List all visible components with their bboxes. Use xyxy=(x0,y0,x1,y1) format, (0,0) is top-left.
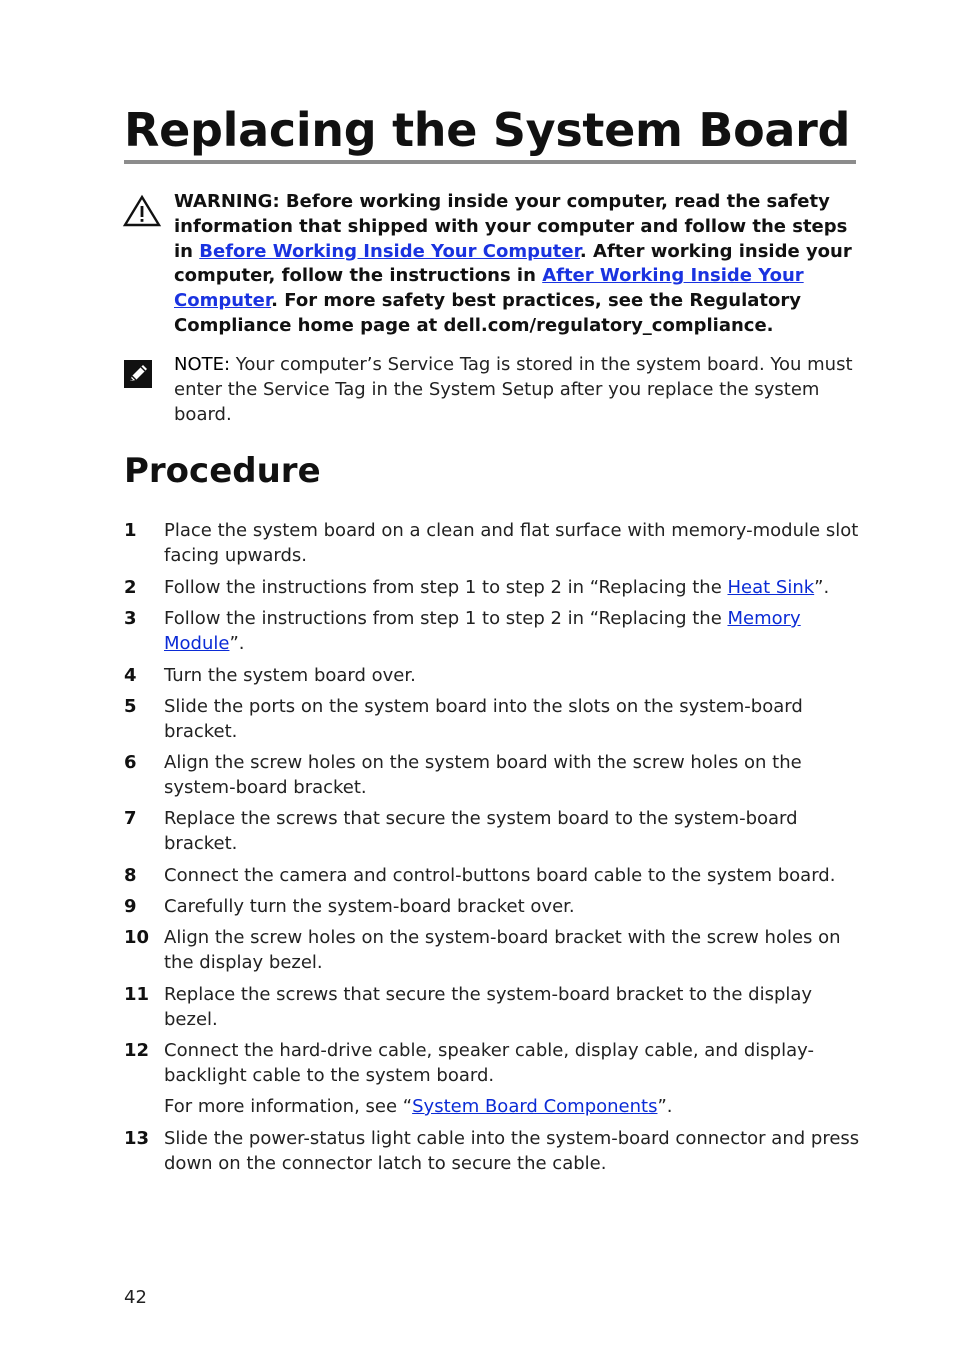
step-text: Follow the instructions from step 1 to step 2 in “Replacing the xyxy=(164,608,728,629)
step-extra-info xyxy=(164,1094,864,1119)
procedure-steps xyxy=(124,518,864,1176)
note-text: Your computer’s Service Tag is stored in the system board. You must enter the Service Tag in the System Setup after you replace the system board. xyxy=(174,354,853,425)
warning-triangle-icon xyxy=(122,194,162,228)
step-text: Slide the power-status light cable into the system-board connector and press down on the connector latch to secure the cable. xyxy=(164,1128,860,1174)
step-item xyxy=(124,982,864,1032)
heat-sink-link[interactable]: Heat Sink xyxy=(727,577,815,598)
step-number: 7 xyxy=(124,808,137,829)
procedure-heading: Procedure xyxy=(124,451,321,491)
title-underline xyxy=(124,160,856,164)
step-item xyxy=(124,863,864,888)
step-text-end: ”. xyxy=(814,577,830,598)
step-number: 2 xyxy=(124,577,137,598)
step-number: 6 xyxy=(124,752,137,773)
step-text: Replace the screws that secure the system board to the system-board bracket. xyxy=(164,808,798,854)
warning-block xyxy=(174,190,864,339)
page-number: 42 xyxy=(124,1287,147,1308)
step-text: Turn the system board over. xyxy=(164,665,416,686)
step-number: 10 xyxy=(124,927,150,948)
note-block xyxy=(174,352,854,427)
step-item xyxy=(124,518,864,568)
step-number: 12 xyxy=(124,1040,150,1061)
warning-text-3: . For more safety best practices, see the Regulatory Compliance home page at dell.com/regulatory_compliance. xyxy=(174,290,801,336)
extra-text: For more information, see “ xyxy=(164,1096,413,1117)
before-working-link[interactable]: Before Working Inside Your Computer xyxy=(199,240,580,262)
step-item xyxy=(124,750,864,800)
step-text: Carefully turn the system-board bracket over. xyxy=(164,896,575,917)
page-title: Replacing the System Board xyxy=(124,103,851,157)
step-item xyxy=(124,606,864,656)
step-text: Align the screw holes on the system-board bracket with the screw holes on the display bezel. xyxy=(164,927,841,973)
step-item xyxy=(124,663,864,688)
step-text: Follow the instructions from step 1 to step 2 in “Replacing the xyxy=(164,577,728,598)
step-item xyxy=(124,806,864,856)
step-text: Replace the screws that secure the system-board bracket to the display bezel. xyxy=(164,984,813,1030)
step-text: Connect the camera and control-buttons board cable to the system board. xyxy=(164,865,836,886)
step-text: Connect the hard-drive cable, speaker cable, display cable, and display-backlight cable to the system board. xyxy=(164,1040,814,1086)
step-text: Slide the ports on the system board into the slots on the system-board bracket. xyxy=(164,696,803,742)
extra-text-end: ”. xyxy=(657,1096,673,1117)
step-item xyxy=(124,575,864,600)
step-number: 8 xyxy=(124,865,137,886)
step-item xyxy=(124,894,864,919)
note-pencil-icon xyxy=(124,360,152,388)
step-number: 9 xyxy=(124,896,137,917)
memory-module-link[interactable]: Memory Module xyxy=(164,608,801,654)
step-text: Place the system board on a clean and flat surface with memory-module slot facing upwards. xyxy=(164,520,859,566)
step-item xyxy=(124,1038,864,1119)
after-working-link[interactable]: After Working Inside Your Computer xyxy=(174,265,804,312)
step-number: 3 xyxy=(124,608,137,629)
step-text-end: ”. xyxy=(229,633,245,654)
step-number: 11 xyxy=(124,984,150,1005)
step-number: 5 xyxy=(124,696,137,717)
step-item xyxy=(124,925,864,975)
step-text: Align the screw holes on the system board with the screw holes on the system-board bracket. xyxy=(164,752,802,798)
warning-text-2: . After working inside your computer, follow the instructions in xyxy=(174,240,852,287)
warning-text-1: WARNING: Before working inside your computer, read the safety information that shipped with your computer and follow the steps in xyxy=(174,191,848,262)
step-number: 4 xyxy=(124,665,137,686)
note-label: NOTE: xyxy=(174,354,231,375)
step-item xyxy=(124,694,864,744)
step-number: 1 xyxy=(124,520,137,541)
step-item xyxy=(124,1126,864,1176)
step-number: 13 xyxy=(124,1128,150,1149)
system-board-components-link[interactable]: System Board Components xyxy=(412,1096,658,1117)
